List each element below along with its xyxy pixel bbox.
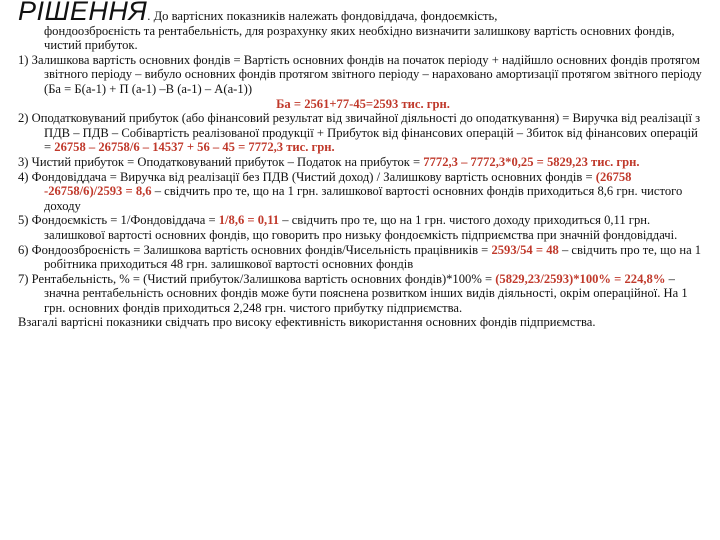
item-6-calc: 2593/54 = 48 bbox=[491, 242, 559, 257]
intro-text-first: . До вартісних показників належать фондовіддача, фондоємкість, bbox=[147, 9, 498, 23]
item-2 bbox=[18, 111, 708, 155]
item-6 bbox=[18, 243, 708, 272]
item-3-text: 3) Чистий прибуток = Оподатковуваний прибуток – Податок на прибуток = bbox=[18, 154, 421, 169]
item-2-text: 2) Оподатковуваний прибуток (або фінансовий результат від звичайної діяльності до оподаткування) = Виручка від реалізації з ПДВ – ПДВ – Собівартість реалізованої продукції + Прибуток від фінансових операцій – Збиток від фінансових операцій = bbox=[18, 111, 701, 155]
item-1-text: 1) Залишкова вартість основних фондів = Вартість основних фондів на початок періоду + надійшло основних фондів протягом звітного періоду – вибуло основних фондів протягом звітного періоду – нараховано амортизації протягом звітного періоду (Ба = Б(а-1) + П (а-1) –В (а-1) – А(а-1)) bbox=[18, 52, 702, 96]
item-7-calc: (5829,23/2593)*100% = 224,8% bbox=[495, 271, 666, 286]
item-4-calc: (26758 -26758/6)/2593 = 8,6 bbox=[44, 169, 632, 199]
item-5 bbox=[18, 213, 708, 242]
item-5-calc: 1/8,6 = 0,11 bbox=[218, 213, 280, 228]
item-4-tail: – свідчить про те, що на 1 грн. залишкової вартості основних фондів приходиться 8,6 грн. чистого доходу bbox=[44, 184, 683, 213]
item-3 bbox=[18, 155, 708, 170]
item-7 bbox=[18, 272, 708, 316]
item-7-text: 7) Рентабельність, % = (Чистий прибуток/Залишкова вартість основних фондів)*100% = bbox=[18, 271, 493, 286]
intro-paragraph bbox=[18, 0, 708, 26]
item-6-tail: – свідчить про те, що на 1 робітника приходиться 48 грн. залишкової вартості основних фондів bbox=[44, 242, 702, 272]
heading: РІШЕННЯ bbox=[18, 0, 148, 26]
item-5-tail: – свідчить про те, що на 1 грн. чистого доходу приходиться 0,11 грн. залишкової вартості основних фондів, що говорить про низьку фондоємкість підприємства при значній фондовіддачі. bbox=[44, 213, 678, 242]
item-2-calc: 26758 – 26758/6 – 14537 + 56 – 45 = 7772,3 тис. грн. bbox=[54, 140, 335, 155]
item-7-tail: – значна рентабельність основних фондів може бути пояснена розвитком інших видів діяльності, окрім операційної. На 1 грн. основних фондів приходиться 2,248 грн. чистого прибутку підприємства. bbox=[44, 271, 688, 315]
intro-text-rest: фондоозброєність та рентабельність, для розрахунку яких необхідно визначити залишкову вартість основних фондів, чистий прибуток. bbox=[44, 23, 675, 53]
item-4 bbox=[18, 170, 708, 214]
item-6-text: 6) Фондоозброєність = Залишкова вартість основних фондів/Чисельність працівників = bbox=[18, 242, 489, 257]
conclusion: Взагалі вартісні показники свідчать про високу ефективність використання основних фондів підприємства. bbox=[18, 315, 596, 330]
item-1-result: Ба = 2561+77-45=2593 тис. грн. bbox=[276, 96, 450, 111]
item-4-text: 4) Фондовіддача = Виручка від реалізації без ПДВ (Чистий доход) / Залишкову вартість основних фондів = bbox=[18, 169, 593, 184]
item-3-calc: 7772,3 – 7772,3*0,25 = 5829,23 тис. грн. bbox=[423, 154, 640, 169]
item-5-text: 5) Фондоємкість = 1/Фондовіддача = bbox=[18, 213, 216, 228]
